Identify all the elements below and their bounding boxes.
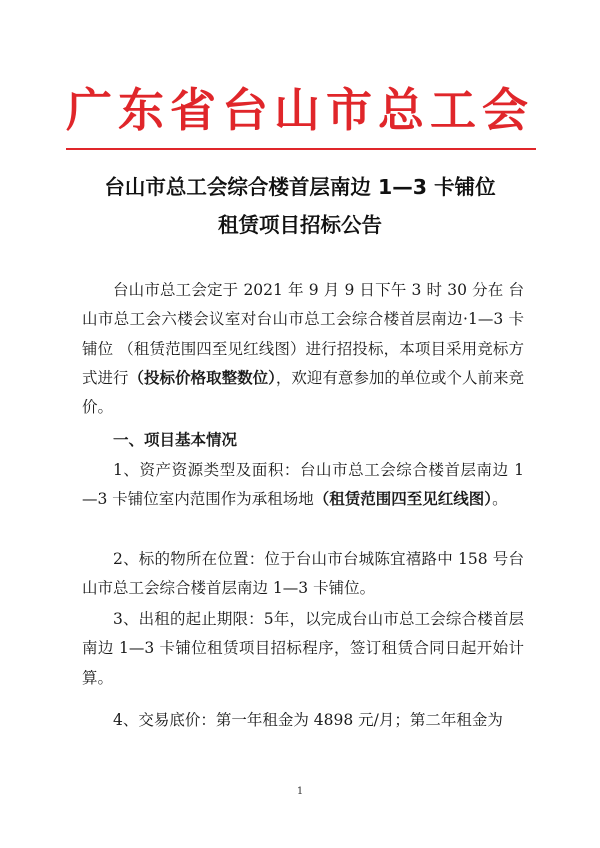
item1-text-before: 1、资产资源类型及面积：台山市总工会综合楼首层南边 1—3 卡铺位室内范围作为承租场地 xyxy=(82,461,524,509)
page-number: 1 xyxy=(296,786,304,797)
item-base-price: 4、交易底价：第一年租金为 4898 元/月；第二年租金为 xyxy=(113,711,503,729)
section-heading-basic-info: 一、项目基本情况 xyxy=(113,431,238,449)
document-title-line-2: 租赁项目招标公告 xyxy=(218,213,382,237)
letterhead-red-rule xyxy=(66,148,536,150)
document-title-line-1: 台山市总工会综合楼首层南边 1—3 卡铺位 xyxy=(104,175,496,199)
item-asset-type xyxy=(82,456,524,515)
item1-text-after: 。 xyxy=(492,490,508,509)
item1-emphasis: （租赁范围四至见红线图） xyxy=(313,490,493,509)
letterhead-org-name: 广东省台山市总工会 xyxy=(66,83,534,137)
intro-emphasis: （投标价格取整数位） xyxy=(128,368,276,387)
intro-text-after: ，欢迎有意参加的单位或个人前来竞价。 xyxy=(82,368,524,417)
intro-text-before: 台山市总工会定于 2021 年 9 月 9 日下午 3 时 30 分在 台山市总工会六楼会议室对台山市总工会综合楼首层南边·1—3 卡铺位 （租赁范围四至见红线图）进行招投标，本项目采用竞标方式进行 xyxy=(82,281,524,387)
item-lease-term: 3、出租的起止期限：5年，以完成台山市总工会综合楼首层南边 1—3 卡铺位租赁项目招标程序，签订租赁合同日起开始计算。 xyxy=(82,610,524,687)
intro-paragraph xyxy=(82,276,524,422)
item-location: 2、标的物所在位置：位于台山市台城陈宜禧路中 158 号台山市总工会综合楼首层南边 1—3 卡铺位。 xyxy=(82,550,524,598)
